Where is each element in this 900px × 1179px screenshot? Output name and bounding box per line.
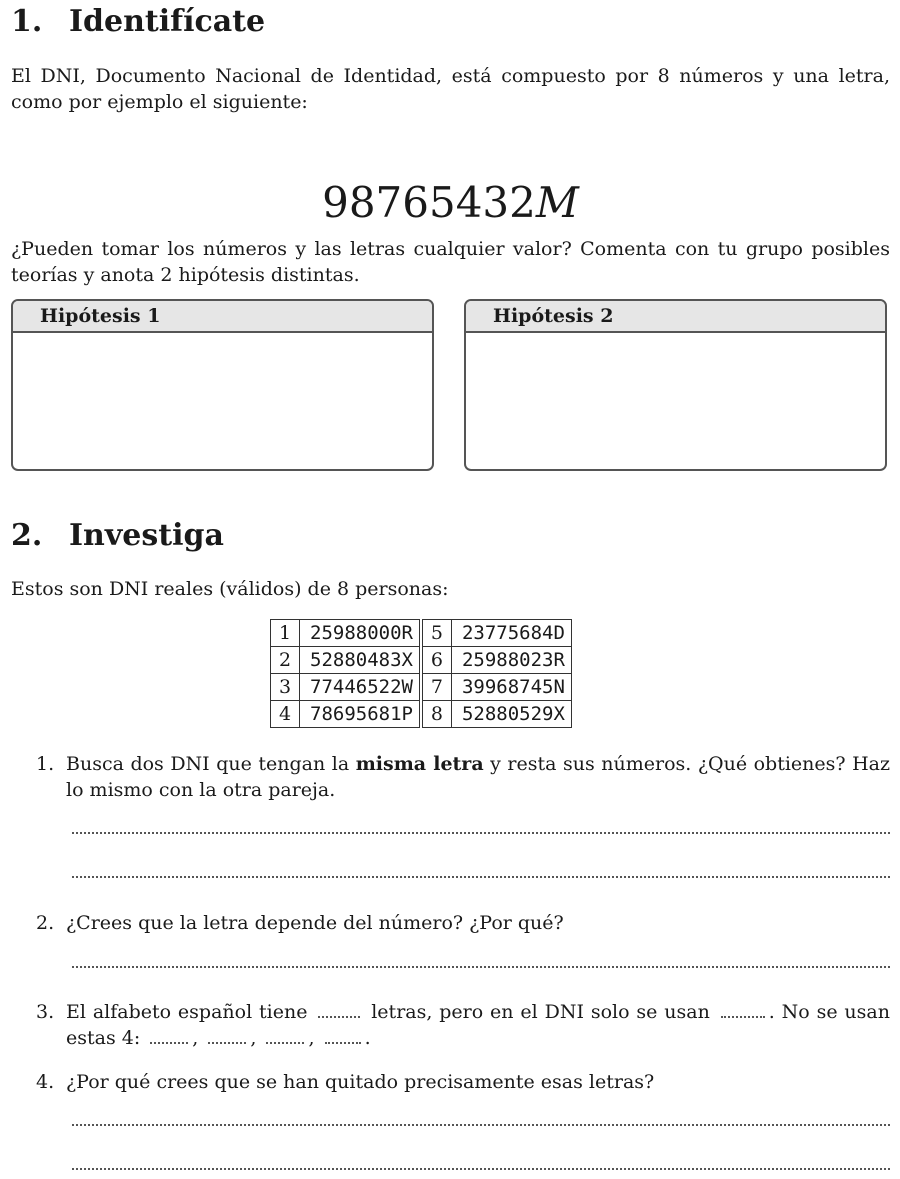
question-3-comma: ,: [250, 1027, 257, 1049]
dni-code: 25988023R: [451, 647, 571, 674]
question-3-period: .: [364, 1027, 371, 1049]
answer-line-4b[interactable]: [72, 1164, 890, 1170]
dni-index: 2: [271, 647, 300, 674]
question-1-number: 1.: [36, 753, 55, 775]
question-3-comma: ,: [308, 1027, 315, 1049]
dni-code: 25988000R: [300, 620, 421, 647]
table-row: [271, 647, 572, 674]
dni-index: 3: [271, 674, 300, 701]
question-3-number: 3.: [36, 1001, 55, 1023]
question-3-text-c: . No se usan estas 4:: [66, 1001, 890, 1049]
dni-code: 52880483X: [300, 647, 421, 674]
dni-index: 7: [421, 674, 452, 701]
question-3-comma: ,: [192, 1027, 199, 1049]
dni-code: 77446522W: [300, 674, 421, 701]
question-2-number: 2.: [36, 912, 55, 934]
question-4-text: ¿Por qué crees que se han quitado precisamente esas letras?: [66, 1071, 655, 1093]
question-1-text-a: Busca dos DNI que tengan la: [66, 753, 356, 775]
answer-line-2[interactable]: [72, 962, 890, 968]
question-2: [36, 910, 890, 936]
dni-code: 39968745N: [451, 674, 571, 701]
dni-index: 4: [271, 701, 300, 728]
section-2-title: Investiga: [69, 518, 224, 553]
blank-letter-1[interactable]: [150, 1028, 188, 1044]
question-3: [36, 999, 890, 1051]
section-1-number: 1.: [11, 4, 43, 39]
blank-alphabet-count[interactable]: [318, 1002, 360, 1018]
dni-index: 8: [421, 701, 452, 728]
dni-index: 5: [421, 620, 452, 647]
example-dni: [11, 178, 890, 227]
section-2-intro: Estos son DNI reales (válidos) de 8 personas:: [11, 578, 449, 600]
dni-index: 6: [421, 647, 452, 674]
blank-letter-3[interactable]: [266, 1028, 304, 1044]
section-1-intro: El DNI, Documento Nacional de Identidad, está compuesto por 8 números y una letra, como por ejemplo el siguiente:: [11, 65, 890, 113]
blank-letter-4[interactable]: [325, 1028, 361, 1044]
dni-index: 1: [271, 620, 300, 647]
section-2-number: 2.: [11, 518, 43, 553]
section-1-title: Identifícate: [69, 4, 266, 39]
hypothesis-2-box[interactable]: [464, 299, 887, 471]
example-dni-letter: M: [535, 178, 579, 227]
question-3-text-a: El alfabeto español tiene: [66, 1001, 308, 1023]
answer-line-4a[interactable]: [72, 1120, 890, 1126]
section-1-question: ¿Pueden tomar los números y las letras cualquier valor? Comenta con tu grupo posibles teorías y anota 2 hipótesis distintas.: [11, 238, 890, 286]
dni-table: [270, 619, 572, 728]
question-1-bold: misma letra: [355, 753, 484, 775]
question-1-text-b: y resta sus números. ¿Qué obtienes? Haz lo mismo con la otra pareja.: [66, 753, 891, 801]
dni-code: 78695681P: [300, 701, 421, 728]
question-1-text: [66, 751, 890, 803]
answer-line-1b[interactable]: [72, 872, 890, 878]
question-3-text-b: letras, pero en el DNI solo se usan: [371, 1001, 710, 1023]
question-4: [36, 1069, 890, 1095]
question-2-text: ¿Crees que la letra depende del número? ¿Por qué?: [66, 912, 564, 934]
table-row: [271, 620, 572, 647]
table-row: [271, 674, 572, 701]
question-3-text: [66, 999, 890, 1051]
section-2-heading: [11, 518, 224, 553]
question-1: [36, 751, 890, 803]
question-4-number: 4.: [36, 1071, 55, 1093]
table-row: [271, 701, 572, 728]
blank-letter-2[interactable]: [208, 1028, 246, 1044]
dni-code: 23775684D: [451, 620, 571, 647]
hypothesis-1-box[interactable]: [11, 299, 434, 471]
example-dni-digits: 98765432: [322, 178, 536, 227]
hypothesis-1-title: Hipótesis 1: [13, 301, 432, 333]
section-1-heading: [11, 4, 265, 39]
hypothesis-2-title: Hipótesis 2: [466, 301, 885, 333]
blank-dni-letter-count[interactable]: [721, 1002, 765, 1018]
dni-code: 52880529X: [451, 701, 571, 728]
answer-line-1a[interactable]: [72, 828, 890, 834]
